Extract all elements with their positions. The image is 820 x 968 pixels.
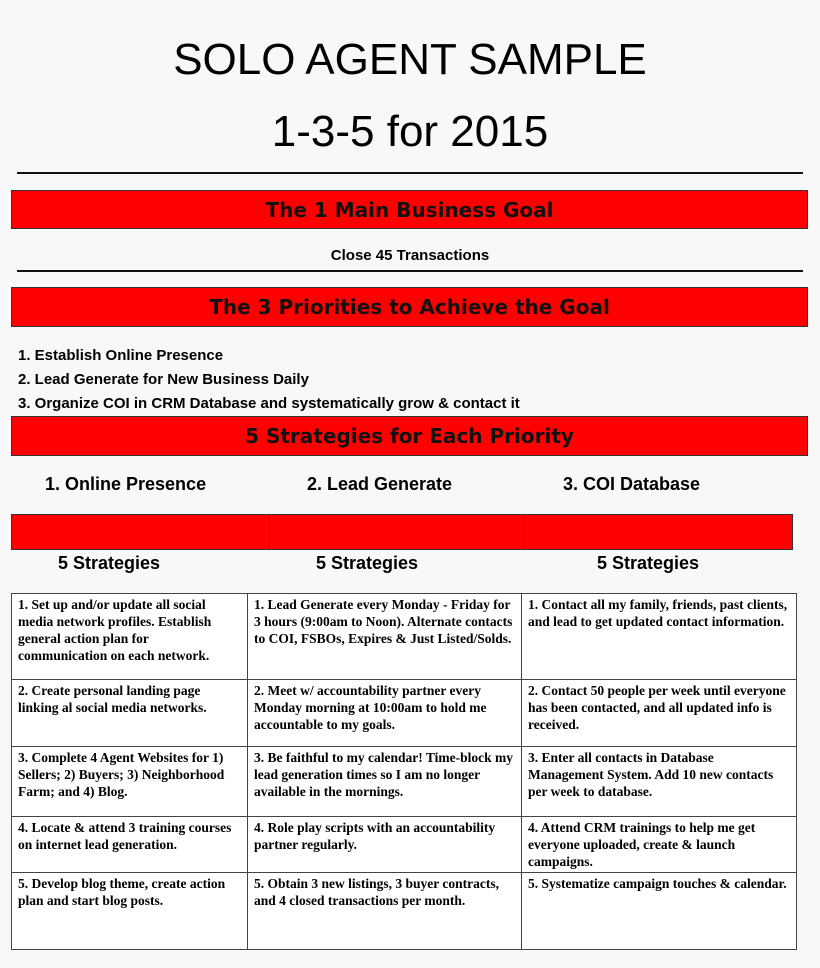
priority-list bbox=[18, 344, 520, 416]
table-cell: 5. Obtain 3 new listings, 3 buyer contracts, and 4 closed transactions per month. bbox=[248, 873, 522, 950]
column-color-bar bbox=[11, 514, 270, 550]
table-cell: 1. Contact all my family, friends, past clients, and lead to get updated contact information. bbox=[522, 594, 797, 680]
priority-item: 3. Organize COI in CRM Database and systematically grow & contact it bbox=[18, 395, 520, 412]
column-title-coi-database: 3. COI Database bbox=[563, 474, 701, 494]
goal-heading: The 1 Main Business Goal bbox=[11, 190, 808, 229]
table-cell: 3. Be faithful to my calendar! Time-block my lead generation times so I am no longer available in the mornings. bbox=[248, 747, 522, 817]
priority-item: 2. Lead Generate for New Business Daily bbox=[18, 371, 309, 388]
column-title-lead-generate: 2. Lead Generate bbox=[307, 474, 453, 494]
table-cell: 2. Create personal landing page linking al social media networks. bbox=[12, 680, 248, 747]
table-cell: 4. Attend CRM trainings to help me get everyone uploaded, create & launch campaigns. bbox=[522, 817, 797, 873]
table-cell: 2. Contact 50 people per week until everyone has been contacted, and all updated info is received. bbox=[522, 680, 797, 747]
table-cell: 5. Systematize campaign touches & calendar. bbox=[522, 873, 797, 950]
table-cell: 4. Role play scripts with an accountability partner regularly. bbox=[248, 817, 522, 873]
goal-text: Close 45 Transactions bbox=[330, 247, 490, 264]
strategies-table bbox=[11, 593, 797, 950]
column-color-bar bbox=[269, 514, 524, 550]
table-cell: 1. Set up and/or update all social media network profiles. Establish general action plan for communication on each network. bbox=[12, 594, 248, 680]
column-color-bar bbox=[523, 514, 793, 550]
column-title-online-presence: 1. Online Presence bbox=[45, 474, 207, 494]
table-cell: 3. Complete 4 Agent Websites for 1) Sellers; 2) Buyers; 3) Neighborhood Farm; and 4) Blog. bbox=[12, 747, 248, 817]
page-subtitle: 1-3-5 for 2015 bbox=[271, 107, 549, 156]
table-row bbox=[12, 747, 797, 817]
table-cell: 3. Enter all contacts in Database Management System. Add 10 new contacts per week to database. bbox=[522, 747, 797, 817]
page-title: SOLO AGENT SAMPLE bbox=[173, 35, 647, 84]
table-cell: 1. Lead Generate every Monday - Friday for 3 hours (9:00am to Noon). Alternate contacts to COI, FSBOs, Expires & Just Listed/Solds. bbox=[248, 594, 522, 680]
column-subtitle: 5 Strategies bbox=[315, 553, 419, 573]
table-row bbox=[12, 594, 797, 680]
table-row bbox=[12, 817, 797, 873]
divider bbox=[17, 172, 803, 174]
priority-item: 1. Establish Online Presence bbox=[18, 347, 224, 364]
column-subtitle: 5 Strategies bbox=[57, 553, 161, 573]
table-row bbox=[12, 680, 797, 747]
table-row bbox=[12, 873, 797, 950]
column-subtitle: 5 Strategies bbox=[596, 553, 700, 573]
strategies-heading: 5 Strategies for Each Priority bbox=[11, 416, 808, 456]
priorities-heading: The 3 Priorities to Achieve the Goal bbox=[11, 287, 808, 327]
table-cell: 4. Locate & attend 3 training courses on internet lead generation. bbox=[12, 817, 248, 873]
table-cell: 2. Meet w/ accountability partner every Monday morning at 10:00am to hold me accountable to my goals. bbox=[248, 680, 522, 747]
table-cell: 5. Develop blog theme, create action plan and start blog posts. bbox=[12, 873, 248, 950]
divider bbox=[17, 270, 803, 272]
